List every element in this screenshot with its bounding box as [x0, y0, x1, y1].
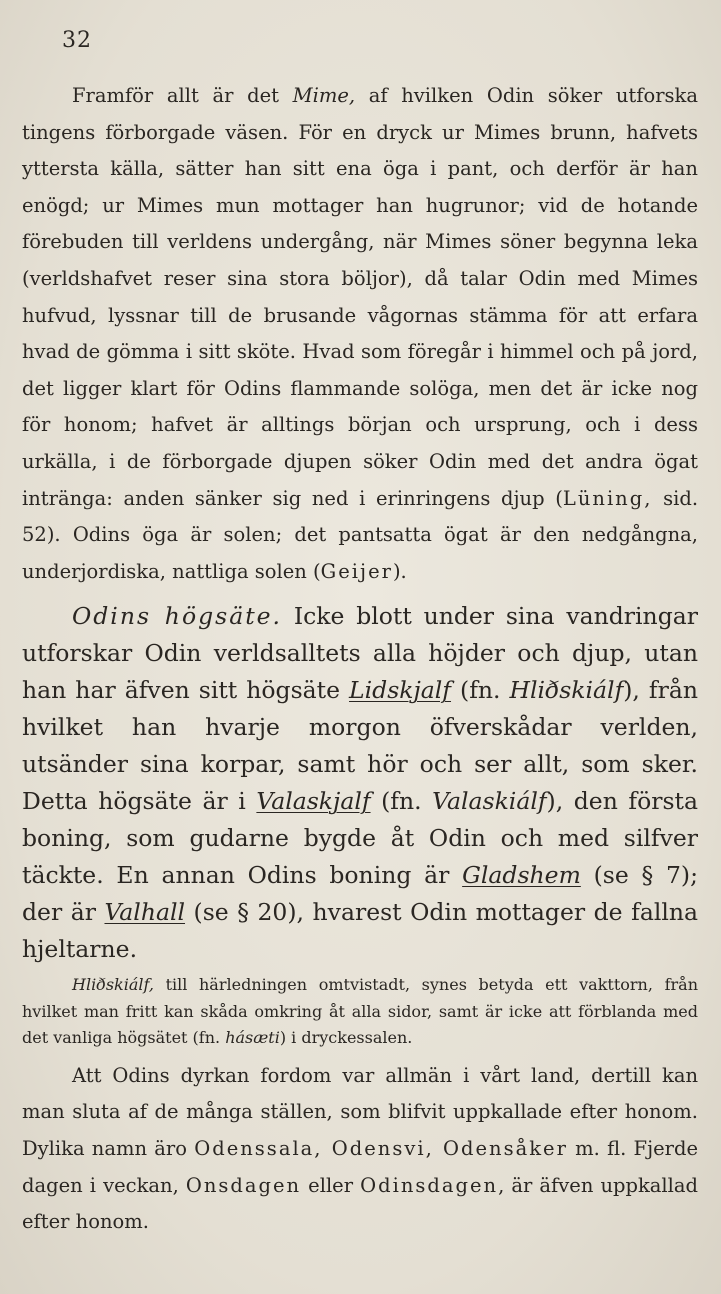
text-run: ). [392, 559, 407, 583]
cited-author-geijer: Geijer [320, 559, 393, 583]
term-hlidskialf-note: Hliðskiálf, [72, 975, 154, 995]
text-run: Att Odins dyrkan fordom var allmän i vårt land, dertill kan man sluta af de många ställen, som blifvit uppkallade efter honom. Dylika namn äro [22, 1063, 698, 1160]
text-run: till härledningen omtvistadt, synes betyda ett vakttorn, från hvilket man fritt kan skåda omkring åt alla sidor, samt är icke att förblanda med det vanliga högsätet (fn. [22, 975, 698, 1048]
paragraph-dyrkan [22, 1058, 698, 1241]
paragraph-mime [22, 78, 698, 590]
text-run: sid. 52). Odins öga är solen; det pantsatta ögat är den nedgångna, underjordiska, nattliga solen ( [22, 486, 699, 583]
text-run: (se § 7); der är [22, 861, 698, 927]
day-odinsdagen: Odinsdagen [360, 1173, 499, 1197]
text-run: eller [301, 1173, 361, 1197]
term-lidskjalf: Lidskjalf [349, 676, 452, 705]
text-run: Framför allt är det [72, 84, 293, 107]
term-valhall: Valhall [104, 898, 186, 927]
text-run: ) i dryckessalen. [279, 1028, 413, 1048]
text-run: m. fl. Fjerde dagen i veckan, [22, 1137, 698, 1197]
term-valaskialf: Valaskiálf [432, 787, 547, 816]
term-gladshem: Gladshem [462, 861, 581, 890]
page-body [22, 78, 698, 1241]
page-number: 32 [62, 28, 92, 53]
text-run: af hvilken Odin söker utforska tingens förborgade väsen. För en dryck ur Mimes brunn, hafvets yttersta källa, sätter han sitt ena öga i pant, och derför är han enögd; ur Mimes mun mottager han hugrunor; vid de hotande förebuden till verldens undergång, när Mimes söner begynna leka (verldshafvet reser sina stora böljor), då talar Odin med Mimes hufvud, lyssnar till de brusande vågornas stämma för att erfara hvad de gömma i sitt sköte. Hvad som föregår i himmel och på jord, det ligger klart för Odins flammande solöga, men det är icke nog för honom; hafvet är alltings början och ursprung, och i dess urkälla, i de förborgade djupen söker Odin med det andra ögat intränga: anden sänker sig ned i erinringens djup ( [22, 84, 698, 510]
text-run: Icke blott under sina vandringar utforskar Odin verldsalltets alla höjder och djup, utan han har äfven sitt högsäte [22, 602, 698, 705]
paragraph-hogsate [22, 598, 698, 968]
text-run: (fn. [451, 676, 510, 705]
term-hlidskialf: Hliðskiálf [509, 676, 624, 705]
cited-author-luning: Lüning, [562, 486, 653, 510]
text-run: , är äfven uppkallad efter honom. [22, 1173, 698, 1234]
day-onsdagen: Onsdagen [185, 1173, 302, 1197]
section-heading: Odins högsäte. [72, 602, 283, 631]
text-run: (se § 20), hvarest Odin mottager de fallna hjeltarne. [22, 898, 699, 964]
footnote [22, 972, 698, 1052]
text-run: (fn. [370, 787, 433, 816]
place-names: Odenssala, Odensvi, Odensåker [194, 1137, 568, 1160]
term-mime: Mime, [292, 84, 356, 107]
term-valaskjalf: Valaskjalf [256, 787, 371, 816]
text-run: ), den första boning, som gudarne bygde åt Odin och med silfver täckte. En annan Odins boning är [22, 787, 698, 890]
text-run: ), från hvilket han hvarje morgon öfverskådar verlden, utsänder sina korpar, samt hör och ser allt, som sker. Detta högsäte är i [22, 676, 699, 816]
term-hasaeti: hásæti [225, 1028, 280, 1048]
